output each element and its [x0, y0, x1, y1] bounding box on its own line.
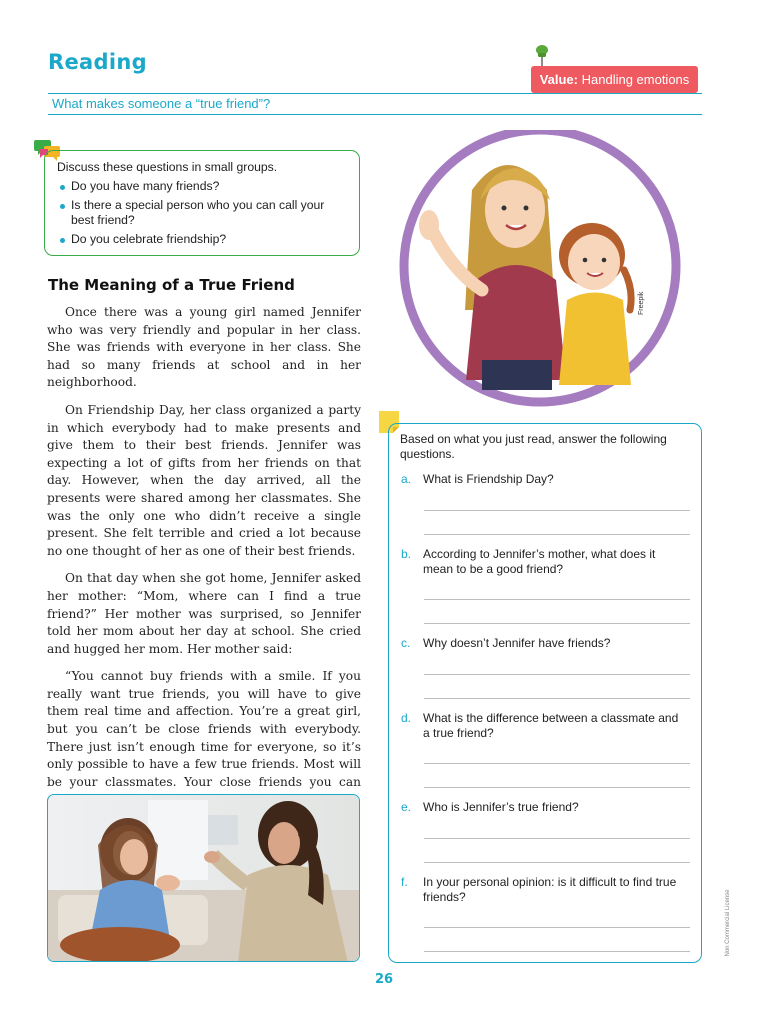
girls-illustration	[392, 130, 684, 410]
page-number: 26	[374, 972, 394, 987]
answer-line[interactable]	[424, 674, 690, 675]
pushpin-icon	[533, 44, 551, 68]
answer-line[interactable]	[424, 623, 690, 624]
discussion-item: Is there a special person who you can call your best friend?	[57, 198, 347, 228]
header-rule-bottom	[48, 114, 702, 115]
header-rule-top	[48, 93, 702, 94]
article-title: The Meaning of a True Friend	[48, 276, 295, 294]
question-text: Why doesn’t Jennifer have friends?	[423, 636, 611, 650]
question-letter: c.	[401, 636, 411, 650]
question-letter: d.	[401, 711, 412, 725]
discussion-box	[44, 150, 360, 256]
article-paragraph: “You cannot buy friends with a smile. If you really want true friends, you will have to give them real time and affection. You’re a great girl, but you can’t be close friends with everybody. There just isn’t enough time for everyone, so it’s only possible to have a few true friends. Most will be your classmates. Your close friends you can	[47, 669, 361, 789]
answer-line[interactable]	[424, 838, 690, 839]
answer-line[interactable]	[424, 787, 690, 788]
article-paragraph: On that day when she got home, Jennifer asked her mother: “Mom, where can I find a true friend?” Her mother was surprised, so Jennifer told her mom about her day at school. She cried and hugged her mom. Her mother said:	[47, 571, 361, 656]
question-letter: f.	[401, 875, 408, 889]
discussion-item: Do you celebrate friendship?	[57, 232, 347, 247]
article-body	[47, 304, 361, 819]
answer-line[interactable]	[424, 510, 690, 511]
license-note: Non Commercial License	[725, 889, 731, 957]
answer-line[interactable]	[424, 698, 690, 699]
value-badge-label: Value:	[539, 72, 578, 87]
page-title: Reading	[48, 50, 147, 74]
subtitle: What makes someone a “true friend”?	[52, 96, 271, 111]
photo-illustration	[48, 795, 360, 962]
question-text: Who is Jennifer’s true friend?	[423, 800, 579, 814]
discussion-item: Do you have many friends?	[57, 179, 347, 194]
question-text: What is Friendship Day?	[423, 472, 554, 486]
question-text: In your personal opinion: is it difficult to find true friends?	[423, 875, 677, 904]
article-paragraph: Once there was a young girl named Jennifer who was very friendly and popular in her class. She was friends with everyone in her class. She had so many friends at school and in her neighborhood.	[47, 305, 361, 390]
discussion-list	[57, 179, 347, 247]
value-badge-text: Handling emotions	[581, 72, 690, 87]
illustration-credit: Freepik	[638, 291, 645, 315]
question-letter: e.	[401, 800, 412, 814]
question-text: What is the difference between a classmate and a true friend?	[423, 711, 679, 740]
answer-line[interactable]	[424, 534, 690, 535]
question-letter: a.	[401, 472, 412, 486]
article-paragraph: On Friendship Day, her class organized a party in which everybody had to make presents and give them to their best friends. Jennifer was expecting a lot of gifts from her friends on that day. However, when the day arrived, all the presents were shared among her classmates. She was the only one who didn’t receive a single present. She felt terrible and cried a lot because no one thought of her as one of their best friends.	[47, 402, 361, 558]
discussion-intro: Discuss these questions in small groups.	[57, 160, 278, 174]
answer-line[interactable]	[424, 763, 690, 764]
question-text: According to Jennifer’s mother, what does it mean to be a good friend?	[423, 547, 656, 576]
questions-intro: Based on what you just read, answer the following questions.	[400, 432, 667, 461]
value-badge	[531, 66, 698, 93]
answer-line[interactable]	[424, 927, 690, 928]
answer-line[interactable]	[424, 951, 690, 952]
question-letter: b.	[401, 547, 412, 561]
questions-box	[388, 423, 702, 963]
answer-line[interactable]	[424, 862, 690, 863]
answer-line[interactable]	[424, 599, 690, 600]
photo-mother-comforting-daughter	[47, 794, 360, 962]
